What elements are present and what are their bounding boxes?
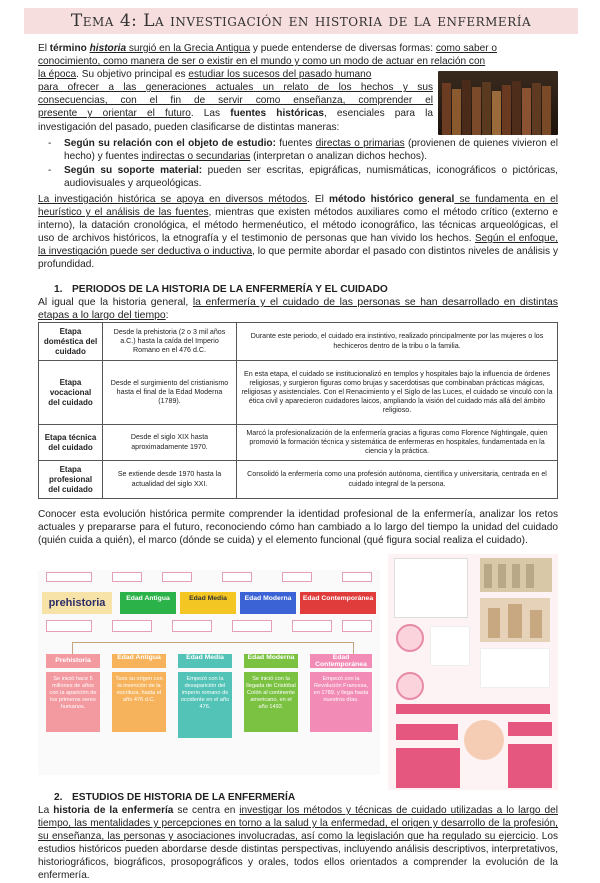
prehistoria-label: prehistoria (42, 592, 112, 614)
history-infographic (388, 554, 558, 790)
card-title: Edad Contemporánea (310, 654, 372, 668)
card-title: Edad Moderna (244, 654, 298, 668)
table-row (39, 323, 558, 361)
stage-name: Etapa profesional del cuidado (39, 461, 103, 499)
stage-dates: Se extiende desde 1970 hasta la actualidad del siglo XXI. (103, 461, 237, 499)
stage-description: En esta etapa, el cuidado se institucionalizó en templos y hospitales bajo la influencia de órdenes religiosas, y surgieron figuras como brujas y sacerdotisas que combinaban prácticas mágicas, religiosas y asistenciales. Con el Renacimiento y el Siglo de las Luces, el cuidado se vinculó con la ética civil y aparecieron cuidadores laicos, ampliando la visión del cuidado más allá del ámbito religioso. (237, 361, 558, 425)
card-text: Empezó con la desaparición del imperio romano de occidente en el año 476. (178, 672, 232, 738)
section-1-heading: 1. PERIODOS DE LA HISTORIA DE LA ENFERMERÍA Y EL CUIDADO (54, 284, 388, 295)
section-1-intro: Al igual que la historia general, la enfermería y el cuidado de las personas se han desarrollado en distintas etapas a lo largo del tiempo: (38, 297, 558, 322)
era-antigua: Edad Antigua (120, 592, 176, 614)
stage-name: Etapa técnica del cuidado (39, 425, 103, 461)
table-row (39, 461, 558, 499)
era-moderna: Edad Moderna (240, 592, 296, 614)
stage-dates: Desde la prehistoria (2 o 3 mil años a.C.) hasta la caída del Imperio Romano en el 476 d.C. (103, 323, 237, 361)
stage-description: Durante este periodo, el cuidado era instintivo, realizado principalmente por las mujeres o los hechiceros dentro de la tribu o la familia. (237, 323, 558, 361)
card-title: Edad Antigua (112, 654, 166, 668)
methods-paragraph: La investigación histórica se apoya en diversos métodos. El método histórico general se fundamenta en el heurístico y el análisis de las fuentes, mientras que existen métodos auxiliares como el método crítico (externo e interno), la datación cronológica, el método hermenéutico, el método iconográfico, las técnicas arqueológicas, el uso de archivos históricos, la etnografía y el testimonio de personas que han vivido los hechos. Según el enfoque, la investigación puede ser deductiva o inductiva, lo que permite abordar el pasado con distintos niveles de análisis y profundidad. (38, 194, 559, 271)
conclusion-paragraph: Conocer esta evolución histórica permite comprender la identidad profesional de la enfermería, analizar los retos actuales y prepararse para el futuro, reconociendo cómo han cambiado a lo largo del tiempo la unidad del cuidado (quién cuida a quién), el marco (dónde se cuida) y el elemento funcional (qué figura social realiza el cuidado). (38, 509, 558, 547)
connector-line (72, 642, 354, 654)
card-title: Edad Media (178, 654, 232, 668)
stage-description: Consolidó la enfermería como una profesión autónoma, científica y universitaria, centrada en el cuidado integral de la persona. (237, 461, 558, 499)
stage-dates: Desde el siglo XIX hasta aproximadamente 1970. (103, 425, 237, 461)
card-text: Tuvo su origen con la invención de la escritura, hasta el año 476 d.C. (112, 672, 166, 732)
stage-description: Marcó la profesionalización de la enfermería gracias a figuras como Florence Nightingale, quien promovió la formación técnica y sistemática de enfermeras en hospitales, fundamentada en la ciencia y la práctica. (237, 425, 558, 461)
era-contemporanea: Edad Contemporánea (300, 592, 376, 614)
books-image (438, 71, 558, 135)
top-tags (46, 572, 372, 582)
table-row (39, 361, 558, 425)
card-text: Empezó con la Revolución Francesa, en 1789, y llega hasta nuestros días. (310, 672, 372, 732)
card-text: Se inició hace 5 millones de años con la aparición de los primeros seres humanos. (46, 672, 100, 732)
table-row (39, 425, 558, 461)
section-2-heading: 2. ESTUDIOS DE HISTORIA DE LA ENFERMERÍA (54, 792, 296, 803)
sub-tags (46, 620, 372, 632)
stage-name: Etapa doméstica del cuidado (39, 323, 103, 361)
stages-table (38, 322, 558, 499)
section-2-paragraph: La historia de la enfermería se centra en investigar los métodos y técnicas de cuidado utilizadas a lo largo del tiempo, las mentalidades y percepciones en torno a la salud y la enfermedad, el origen y desarrollo de la profesión, su enseñanza, las personas y asociaciones involucradas, así como la legislación que ha regulado su ejercicio. Los estudios históricos pueden abordarse desde distintas perspectivas, incluyendo análisis descriptivos, interpretativos, historiográficos, biográficos, prosopográficos y orales, todos ellos orientados a comprender la evolución de la enfermería. (38, 805, 558, 882)
card-title: Prehistoria (46, 654, 100, 668)
stage-name: Etapa vocacional del cuidado (39, 361, 103, 425)
card-text: Se inició con la llegada de Cristóbal Colón al continente americano, en el año 1492. (244, 672, 298, 732)
intro-paragraph: El término historia surgió en la Grecia Antigua y puede entenderse de diversas formas: como saber o conocimiento, como manera de ser o existir en el mundo y como un modo de actuar en relación con la época. Su objetivo principal es estudiar los sucesos del pasado humano para ofrecer a las generaciones actuales un relato de los hechos y sus consecuencias, con el fin de servir como enseñanza, comprender el presente y orientar el futuro. Las fuentes históricas, esenciales para la investigación del pasado, pueden clasificarse de distintas maneras: (38, 43, 497, 133)
page-title: Tema 4: La investigación en historia de la enfermería (24, 8, 578, 34)
timeline-infographic (38, 570, 380, 775)
era-media: Edad Media (180, 592, 236, 614)
list-item: - Según su soporte material: pueden ser escritas, epigráficas, numismáticas, iconográficos o pictóricas, audiovisuales y arqueológicas. (38, 164, 558, 190)
list-item: - Según su relación con el objeto de estudio: fuentes directas o primarias (provienen de quienes vivieron el hecho) y fuentes indirectas o secundarias (interpretan o analizan dichos hechos). (38, 137, 558, 163)
stage-dates: Desde el surgimiento del cristianismo hasta el final de la Edad Moderna (1789). (103, 361, 237, 425)
sources-list (38, 137, 558, 190)
